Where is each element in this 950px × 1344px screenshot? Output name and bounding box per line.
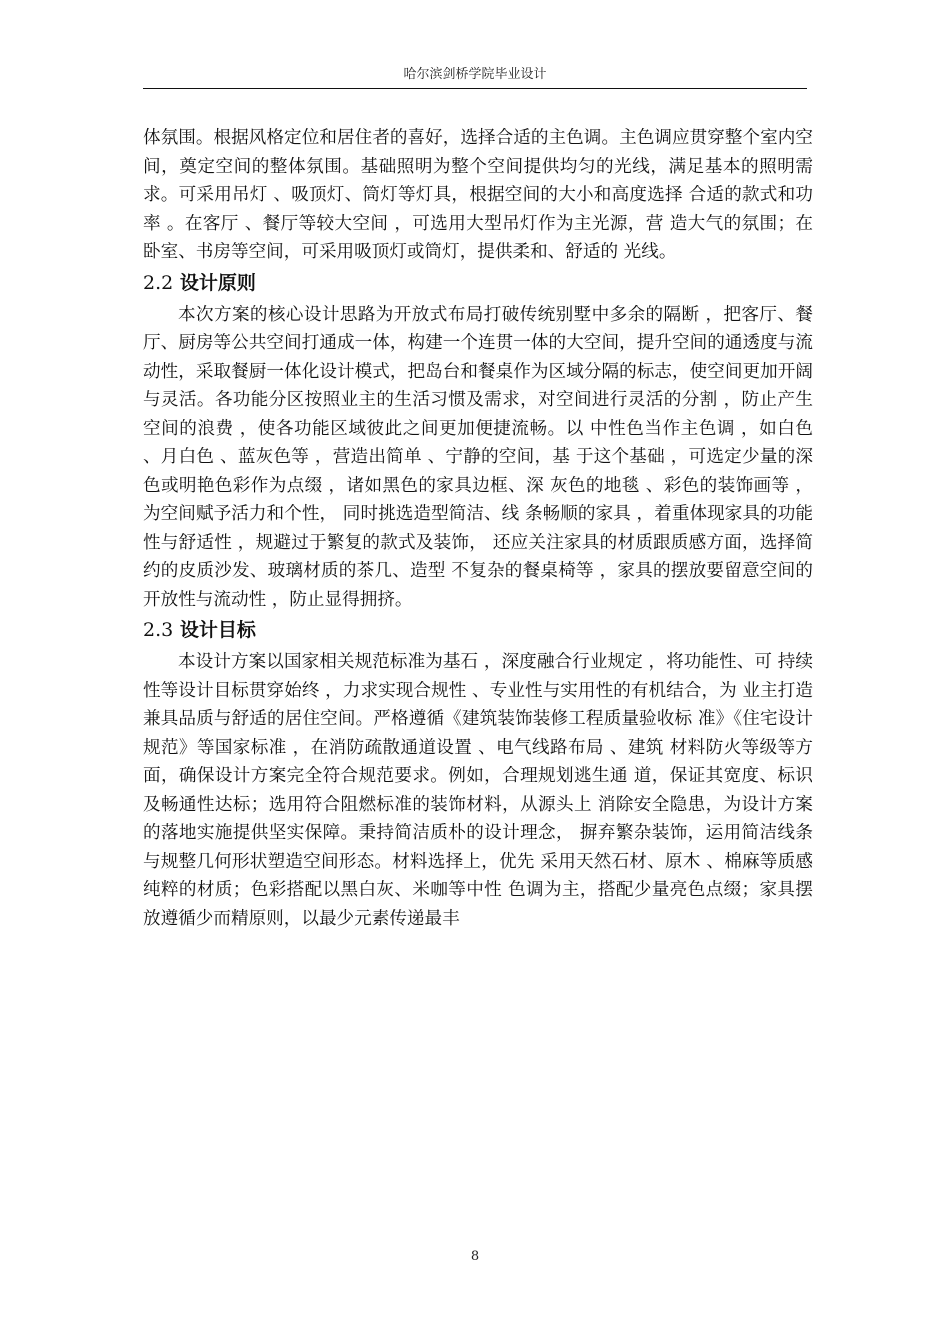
section-heading-2-2 <box>143 267 813 301</box>
section-number: 2.2 <box>143 271 174 294</box>
intro-paragraph: 体氛围。根据风格定位和居住者的喜好，选择合适的主色调。主色调应贯穿整个室内空间，奠定空间的整体氛围。基础照明为整个空间提供均匀的光线，满足基本的照明需求。可采用吊灯 、吸顶灯、筒灯等灯具，根据空间的大小和高度选择 合适的款式和功率 。在客厅 、餐厅等较大空间 ，可选用大型吊灯作为主光源，营 造大气的氛围；在卧室、书房等空间，可采用吸顶灯或筒灯，提供柔和、舒适的 光线。 <box>143 128 813 262</box>
document-body <box>143 124 813 933</box>
section-title: 设计原则 <box>179 271 256 294</box>
section-title: 设计目标 <box>179 619 256 641</box>
section-heading-2-3 <box>143 614 813 648</box>
page-number: 8 <box>470 1249 480 1264</box>
header-divider <box>143 88 807 89</box>
section-number: 2.3 <box>143 619 174 641</box>
section-2-3-paragraph: 本设计方案以国家相关规范标准为基石 ，深度融合行业规定 ，将功能性、可 持续性等设计目标贯穿始终 ，力求实现合规性 、专业性与实用性的有机结合，为 业主打造兼具品质与舒适的居住空间。严格遵循《建筑装饰装修工程质量验收标 准》《住宅设计规范》等国家标准 ，在消防疏散通道设置 、电气线路布局 、建筑 材料防火等级等方面，确保设计方案完全符合规范要求。例如，合理规划逃生通 道，保证其宽度、标识及畅通性达标；选用符合阻燃标准的装饰材料，从源头上 消除安全隐患，为设计方案的落地实施提供坚实保障。秉持简洁质朴的设计理念， 摒弃繁杂装饰，运用简洁线条与规整几何形状塑造空间形态。材料选择上，优先 采用天然石材、原木 、棉麻等质感纯粹的材质；色彩搭配以黑白灰、米咖等中性 色调为主，搭配少量亮色点缀；家具摆放遵循少而精原则，以最少元素传递最丰 <box>143 652 813 929</box>
running-header: 哈尔滨剑桥学院毕业设计 <box>403 67 547 82</box>
section-2-2-paragraph: 本次方案的核心设计思路为开放式布局打破传统别墅中多余的隔断 ，把客厅、餐厅、厨房等公共空间打通成一体，构建一个连贯一体的大空间，提升空间的通透度与流动性，采取餐厨一体化设计模式，把岛台和餐桌作为区域分隔的标志，使空间更加开阔与灵活。各功能分区按照业主的生活习惯及需求，对空间进行灵活的分割 ，防止产生空间的浪费 ，使各功能区域彼此之间更加便捷流畅。以 中性色当作主色调 ，如白色 、月白色 、蓝灰色等 ，营造出简单 、宁静的空间，基 于这个基础 ，可选定少量的深色或明艳色彩作为点缀 ，诸如黑色的家具边框、深 灰色的地毯 、彩色的装饰画等 ，为空间赋予活力和个性， 同时挑选造型简洁、线 条畅顺的家具 ，着重体现家具的功能性与舒适性 ，规避过于繁复的款式及装饰， 还应关注家具的材质跟质感方面，选择简约的皮质沙发、玻璃材质的茶几、造型 不复杂的餐桌椅等 ，家具的摆放要留意空间的开放性与流动性 ，防止显得拥挤。 <box>143 304 813 610</box>
